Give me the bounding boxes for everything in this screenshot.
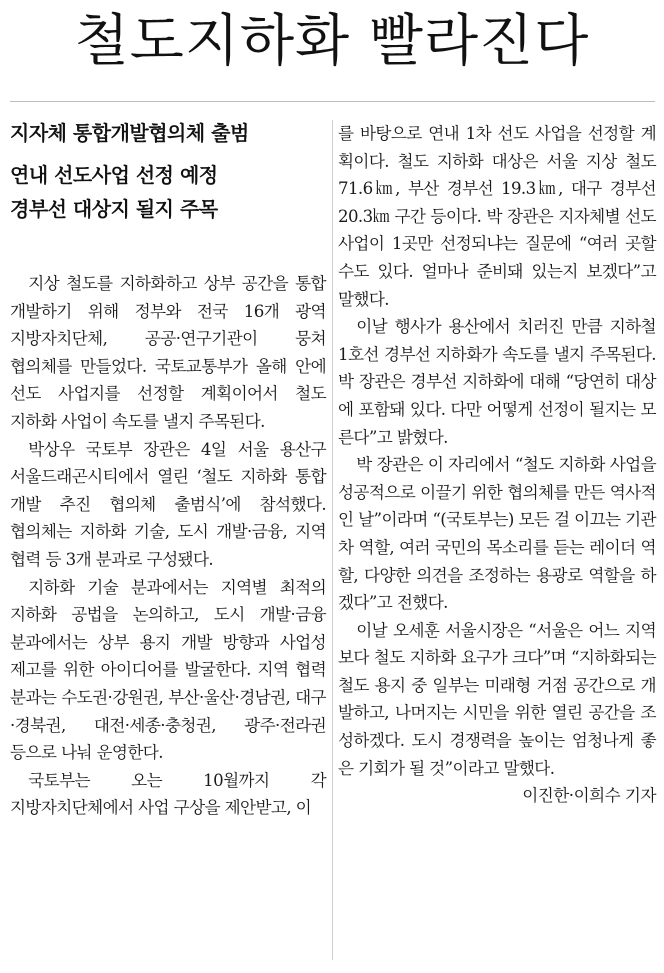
paragraph: 지상 철도를 지하화하고 상부 공간을 통합 개발하기 위해 정부와 전국 16개 광역 지방자치단체, 공공·연구기관이 뭉쳐 협의체를 만들었다. 국토교통부가 올해 안에 선도 사업지를 선정할 계획이어서 철도 지하화 사업이 속도를 낼지 주목된다.	[10, 274, 326, 431]
paragraph: 이날 행사가 용산에서 치러진 만큼 지하철 1호선 경부선 지하화가 속도를 낼지 주목된다. 박 장관은 경부선 지하화에 대해 “당연히 대상에 포함돼 있다. 다만 어떻게 선정이 될지는 모른다”고 밝혔다.	[338, 317, 656, 447]
right-column	[338, 120, 656, 810]
left-column	[10, 120, 326, 822]
subhead-3: 경부선 대상지 될지 주목	[10, 197, 218, 221]
paragraph-continuation: 를 바탕으로 연내 1차 선도 사업을 선정할 계획이다. 철도 지하화 대상은 서울 지상 철도 71.6㎞, 부산 경부선 19.3㎞, 대구 경부선 20.3㎞ 구간 등이다. 박 장관은 지자체별 선도 사업이 1곳만 선정되냐는 질문에 “여러 곳할 수도 있다. 얼마나 준비돼 있는지 보겠다”고 말했다.	[338, 124, 656, 309]
subheads	[10, 120, 326, 270]
paragraph-text: 이날 오세훈 서울시장은 “서울은 어느 지역보다 철도 지하화 요구가 크다”며 “지하화되는 철도 용지 중 일부는 미래형 거점 공간으로 개발하고, 나머지는 시민을 위한 열린 공간을 조성하겠다. 도시 경쟁력을 높이는 엄청나게 좋은 기회가 될 것”이라고 말했다.	[338, 620, 656, 778]
byline: 이진한·이희수 기자	[522, 786, 656, 806]
column-rule	[332, 120, 333, 960]
left-body	[10, 270, 326, 822]
subhead-1: 지자체 통합개발협의체 출범	[10, 121, 249, 145]
paragraph: 박상우 국토부 장관은 4일 서울 용산구 서울드래곤시티에서 열린 ‘철도 지하화 통합 개발 추진 협의체 출범식’에 참석했다. 협의체는 지하화 기술, 도시 개발·금융, 지역 협력 등 3개 분과로 구성됐다.	[10, 439, 326, 569]
headline-divider	[10, 101, 655, 102]
paragraph: 국토부는 오는 10월까지 각 지방자치단체에서 사업 구상을 제안받고, 이	[10, 770, 326, 818]
paragraph: 지하화 기술 분과에서는 지역별 최적의 지하화 공법을 논의하고, 도시 개발·금융 분과에서는 상부 용지 개발 방향과 사업성 제고를 위한 아이디어를 발굴한다. 지역 협력 분과는 수도권·강원권, 부산·울산·경남권, 대구·경북권, 대전·세종·충청권, 광주·전라권 등으로 나눠 운영한다.	[10, 577, 326, 763]
paragraph: 박 장관은 이 자리에서 “철도 지하화 사업을 성공적으로 이끌기 위한 협의체를 만든 역사적인 날”이라며 “(국토부는) 모든 걸 이끄는 기관차 역할, 여러 국민의 목소리를 듣는 레이더 역할, 다양한 의견을 조정하는 용광로 역할을 하겠다”고 전했다.	[338, 455, 656, 613]
headline: 철도지하화 빨라진다	[74, 9, 590, 74]
subhead-2: 연내 선도사업 선정 예정	[10, 163, 218, 187]
paragraph	[338, 617, 656, 806]
